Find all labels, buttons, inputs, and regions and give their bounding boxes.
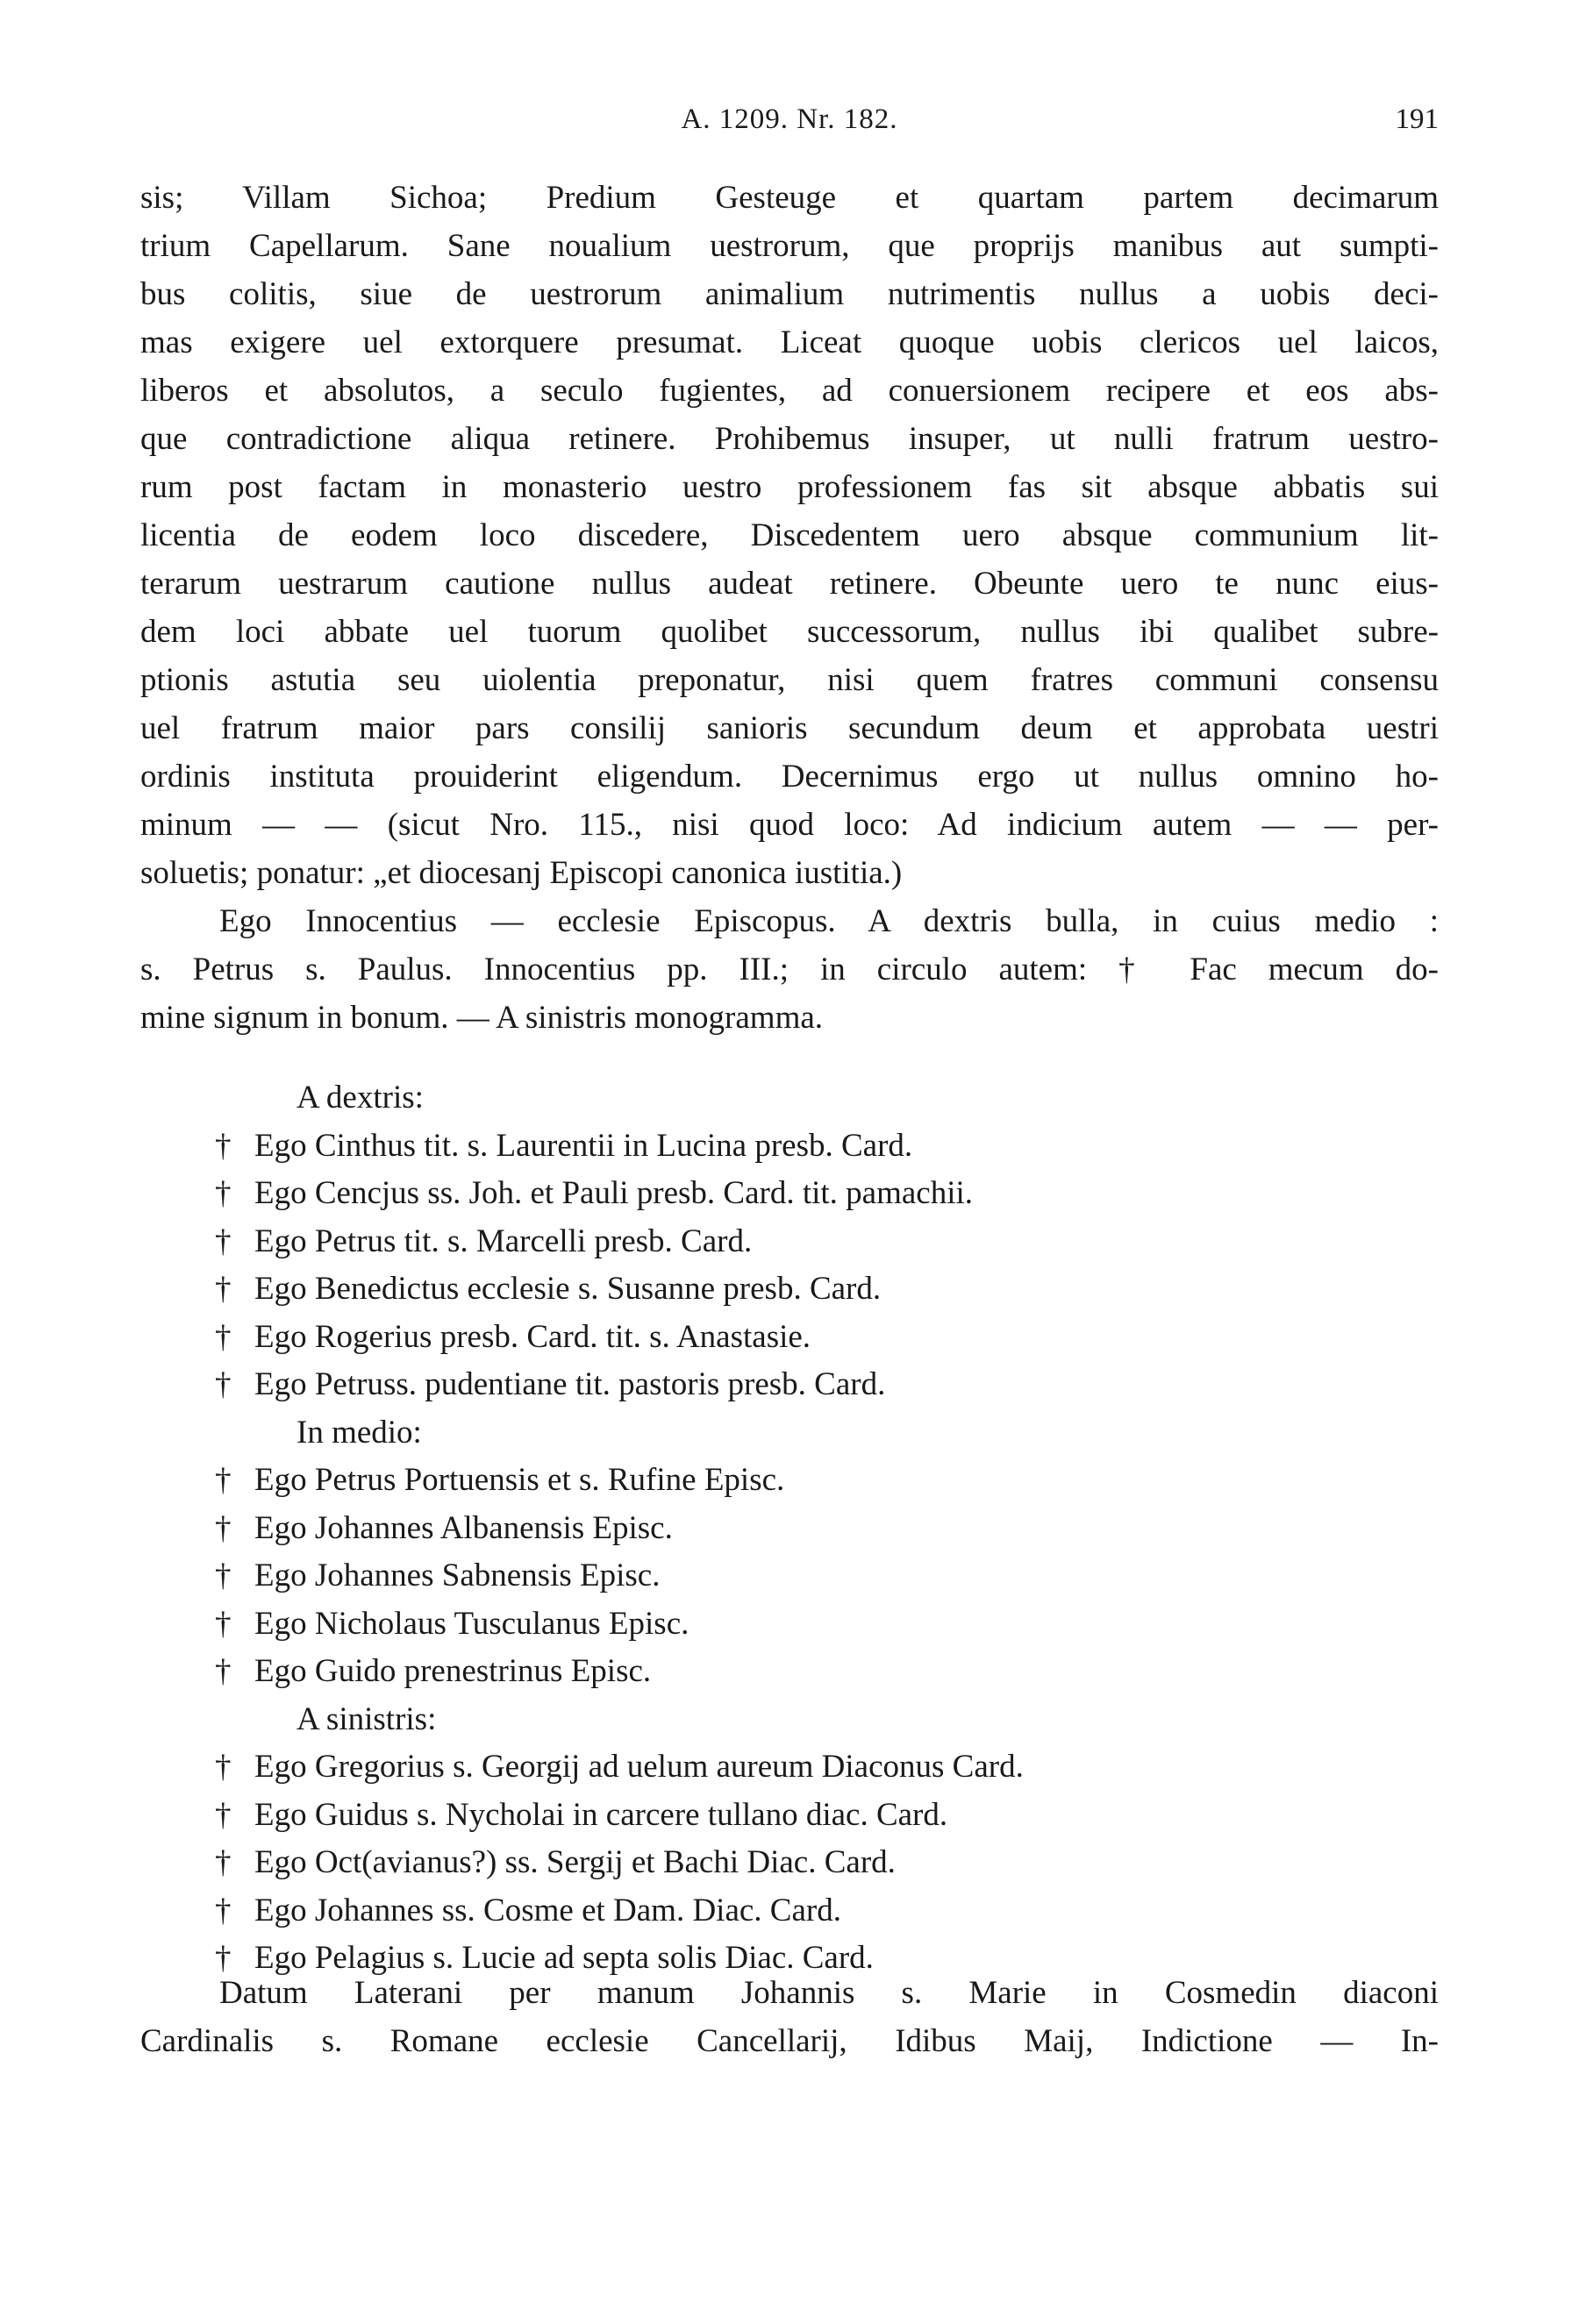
main-text — [140, 174, 1439, 1042]
cross-icon: † — [215, 1749, 232, 1785]
group-heading: A sinistris: — [297, 1700, 437, 1737]
text-line: que contradictione aliqua retinere. Prohibemus insuper, ut nulli fratrum uestro- — [140, 421, 1439, 457]
cross-icon: † — [215, 1892, 232, 1928]
subscription-text: Ego Cinthus tit. s. Laurentii in Lucina presb. Card. — [254, 1127, 913, 1164]
cross-icon: † — [215, 1366, 232, 1402]
subscription-text: Ego Gregorius s. Georgij ad uelum aureum Diaconus Card. — [254, 1749, 1024, 1785]
text-line: Ego Innocentius — ecclesie Episcopus. A dextris bulla, in cuius medio : — [219, 903, 1439, 939]
subscription-line — [140, 1361, 1439, 1409]
subscription-line — [140, 1314, 1439, 1362]
text-line: trium Capellarum. Sane noualium uestrorum, que proprijs manibus aut sumpti- — [140, 228, 1439, 264]
cross-icon: † — [215, 1223, 232, 1259]
cross-icon: † — [215, 1844, 232, 1880]
subscription-text: Ego Guidus s. Nycholai in carcere tullano diac. Card. — [254, 1796, 948, 1833]
cross-icon: † — [215, 1462, 232, 1498]
text-line: liberos et absolutos, a seculo fugientes, ad conuersionem recipere et eos abs- — [140, 373, 1439, 409]
subscription-text: Ego Pelagius s. Lucie ad septa solis Diac. Card. — [254, 1940, 874, 1976]
subscription-line — [140, 1600, 1439, 1649]
text-line: dem loci abbate uel tuorum quolibet successorum, nullus ibi qualibet subre- — [140, 614, 1439, 650]
text-line: Datum Laterani per manum Johannis s. Marie in Cosmedin diaconi — [219, 1975, 1439, 2011]
cross-icon: † — [215, 1175, 232, 1211]
text-line: uel fratrum maior pars consilij sanioris secundum deum et approbata uestri — [140, 710, 1439, 746]
subscription-line — [140, 1839, 1439, 1887]
text-line: Cardinalis s. Romane ecclesie Cancellarij, Idibus Maij, Indictione — In- — [140, 2023, 1439, 2059]
subscription-text: Ego Benedictus ecclesie s. Susanne presb. Card. — [254, 1271, 882, 1307]
text-line: rum post factam in monasterio uestro professionem fas sit absque abbatis sui — [140, 469, 1439, 505]
subscription-text: Ego Rogerius presb. Card. tit. s. Anastasie. — [254, 1318, 811, 1355]
datum-paragraph — [140, 1969, 1439, 2065]
subscription-line — [140, 1265, 1439, 1314]
subscription-text: Ego Petruss. pudentiane tit. pastoris presb. Card. — [254, 1366, 886, 1402]
page-header — [140, 103, 1439, 156]
group-in-medio — [140, 1409, 1439, 1696]
subscription-text: Ego Petrus tit. s. Marcelli presb. Card. — [254, 1223, 753, 1259]
page-number: 191 — [1395, 103, 1439, 135]
subscription-line — [140, 1218, 1439, 1266]
text-line: mine signum in bonum. — A sinistris monogramma. — [140, 1000, 824, 1036]
paragraph-charter-text — [140, 174, 1439, 897]
cross-icon: † — [215, 1271, 232, 1307]
cross-icon: † — [215, 1558, 232, 1593]
group-heading: In medio: — [297, 1414, 422, 1451]
subscription-line — [140, 1505, 1439, 1553]
group-heading: A dextris: — [297, 1080, 424, 1116]
subscription-line — [140, 1648, 1439, 1696]
subscription-line — [140, 1457, 1439, 1505]
subscription-text: Ego Petrus Portuensis et s. Rufine Episc. — [254, 1462, 785, 1498]
text-line: bus colitis, siue de uestrorum animalium nutrimentis nullus a uobis deci- — [140, 276, 1439, 312]
running-head: A. 1209. Nr. 182. — [681, 103, 898, 135]
text-line: mas exigere uel extorquere presumat. Liceat quoque uobis clericos uel laicos, — [140, 324, 1439, 360]
cross-icon: † — [215, 1653, 232, 1689]
subscription-text: Ego Johannes Albanensis Episc. — [254, 1509, 673, 1546]
text-line: soluetis; ponatur: „et diocesanj Episcopi canonica iustitia.) — [140, 855, 903, 891]
subscription-line — [140, 1552, 1439, 1600]
text-line: sis; Villam Sichoa; Predium Gesteuge et quartam partem decimarum — [140, 180, 1439, 216]
cross-icon: † — [215, 1509, 232, 1546]
cross-icon: † — [215, 1940, 232, 1976]
text-line: ptionis astutia seu uiolentia preponatur, nisi quem fratres communi consensu — [140, 662, 1439, 698]
subscription-text: Ego Cencjus ss. Joh. et Pauli presb. Card. tit. pamachii. — [254, 1175, 974, 1211]
cross-icon: † — [215, 1318, 232, 1355]
cross-icon: † — [215, 1796, 232, 1833]
subscription-line — [140, 1792, 1439, 1840]
cross-icon: † — [215, 1127, 232, 1164]
group-a-dextris — [140, 1074, 1439, 1409]
paragraph-signature-description — [140, 897, 1439, 1042]
subscription-text: Ego Guido prenestrinus Episc. — [254, 1653, 652, 1689]
subscription-line — [140, 1743, 1439, 1792]
subscription-line — [140, 1887, 1439, 1935]
text-line: licentia de eodem loco discedere, Discedentem uero absque communium lit- — [140, 517, 1439, 553]
subscription-list — [140, 1074, 1439, 1983]
subscription-text: Ego Johannes ss. Cosme et Dam. Diac. Card. — [254, 1892, 841, 1928]
group-a-sinistris — [140, 1696, 1439, 1983]
subscription-text: Ego Nicholaus Tusculanus Episc. — [254, 1605, 689, 1642]
subscription-text: Ego Oct(avianus?) ss. Sergij et Bachi Diac. Card. — [254, 1844, 896, 1880]
subscription-line — [140, 1123, 1439, 1171]
subscription-line — [140, 1170, 1439, 1218]
cross-icon: † — [215, 1605, 232, 1642]
text-line: minum — — (sicut Nro. 115., nisi quod loco: Ad indicium autem — — per- — [140, 807, 1439, 843]
text-line: terarum uestrarum cautione nullus audeat retinere. Obeunte uero te nunc eius- — [140, 566, 1439, 602]
text-line: ordinis instituta prouiderint eligendum. Decernimus ergo ut nullus omnino ho- — [140, 759, 1439, 795]
text-line: s. Petrus s. Paulus. Innocentius pp. III.; in circulo autem: † Fac mecum do- — [140, 952, 1439, 987]
subscription-text: Ego Johannes Sabnensis Episc. — [254, 1558, 661, 1593]
